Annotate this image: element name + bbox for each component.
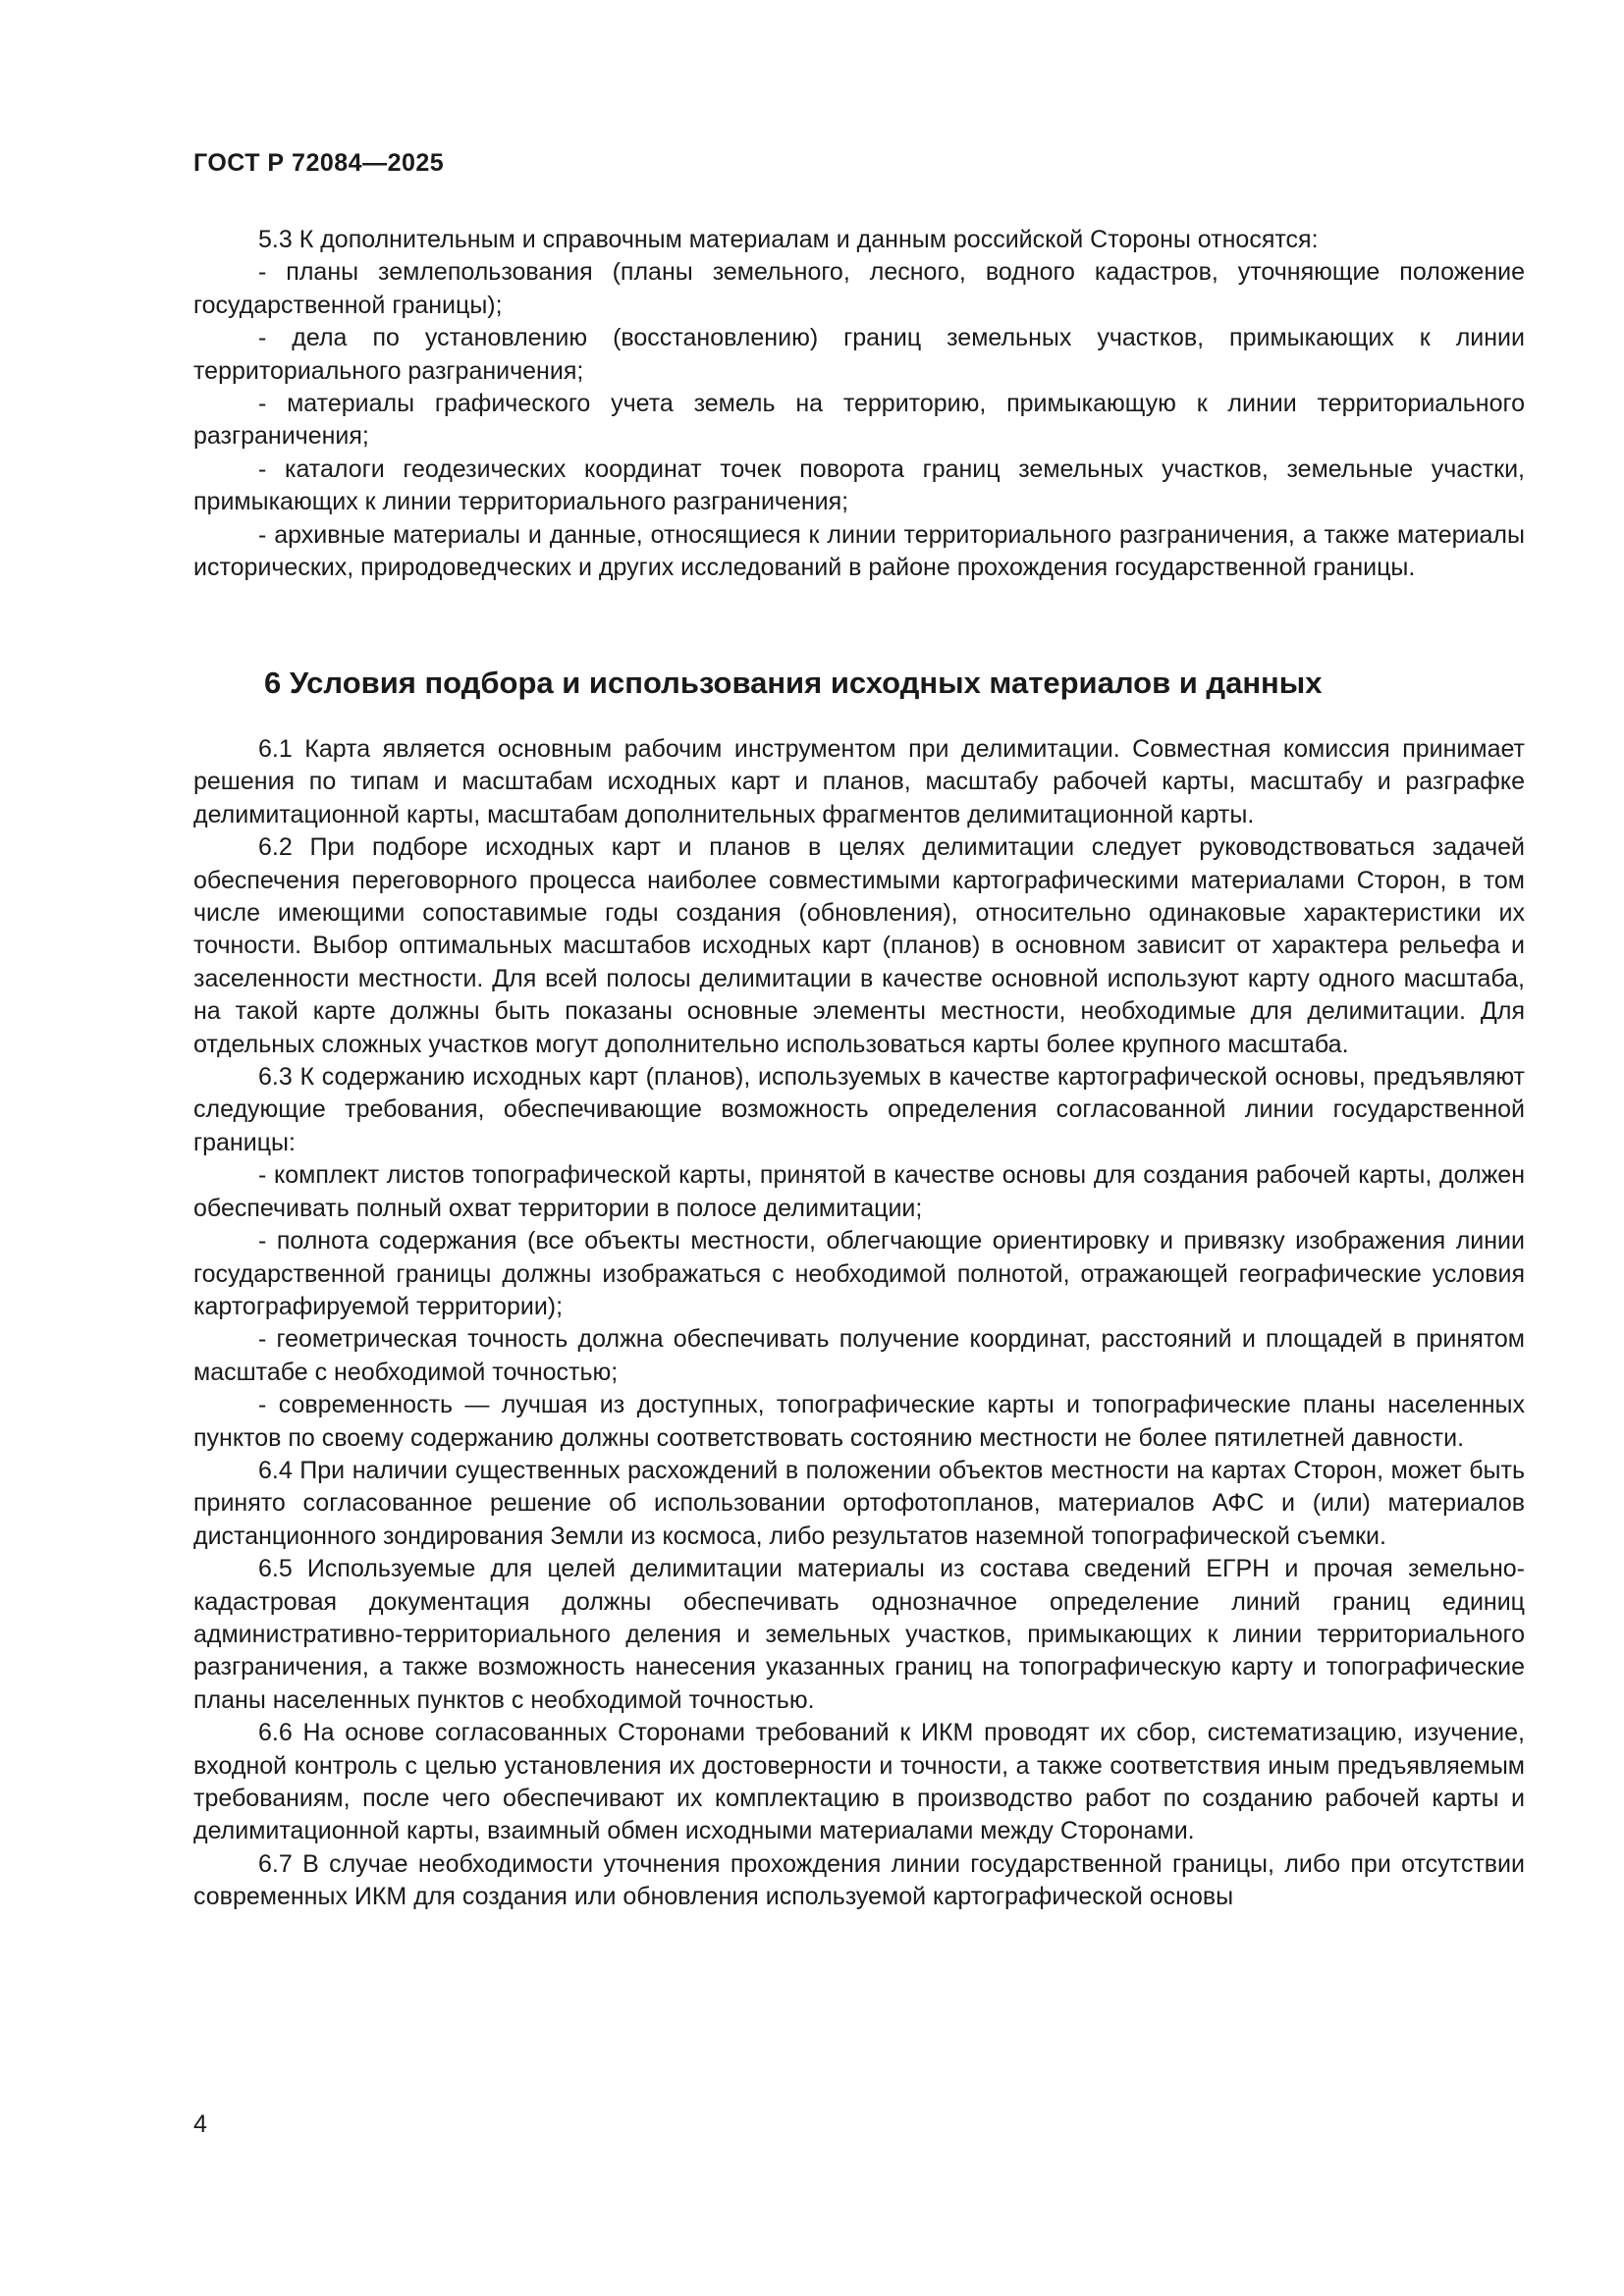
list-item-coordinate-catalogs: - каталоги геодезических координат точек поворота границ земельных участков, земельные участки, примыкающих к линии территориального разграничения; <box>193 454 1525 516</box>
section-6-body <box>193 733 1525 1914</box>
list-item-content-completeness: - полнота содержания (все объекты местности, облегчающие ориентировку и привязку изображения линии государственной границы должны изображаться с необходимой полнотой, отражающей географические условия картографируемой территории); <box>193 1227 1525 1320</box>
paragraph-6-4: 6.4 При наличии существенных расхождений в положении объектов местности на картах Сторон, может быть принято согласованное решение об использовании ортофотопланов, материалов АФС и (или) материалов дистанционного зондирования Земли из космоса, либо результатов наземной топографической съемки. <box>193 1456 1525 1550</box>
paragraph-6-1: 6.1 Карта является основным рабочим инструментом при делимитации. Совместная комиссия принимает решения по типам и масштабам исходных карт и планов, масштабу рабочей карты, масштабу и разграфке делимитационной карты, масштабам дополнительных фрагментов делимитационной карты. <box>193 735 1525 828</box>
list-item-graphic-land-records: - материалы графического учета земель на территорию, примыкающую к линии территориального разграничения; <box>193 390 1525 451</box>
list-item-archival-materials: - архивные материалы и данные, относящиеся к линии территориального разграничения, а также материалы исторических, природоведческих и других исследований в районе прохождения государственной границы. <box>193 520 1525 582</box>
list-item-currency: - современность — лучшая из доступных, топографические карты и топографические планы населенных пунктов по своему содержанию должны соответствовать состоянию местности не более пятилетней давности. <box>193 1391 1525 1452</box>
section-5-body <box>193 224 1525 584</box>
list-item-land-use-plans: - планы землепользования (планы земельного, лесного, водного кадастров, уточняющие положение государственной границы); <box>193 258 1525 319</box>
list-item-boundary-cases: - дела по установлению (восстановлению) границ земельных участков, примыкающих к линии территориального разграничения; <box>193 324 1525 385</box>
list-item-geometric-accuracy: - геометрическая точность должна обеспечивать получение координат, расстояний и площадей в принятом масштабе с необходимой точностью; <box>193 1325 1525 1386</box>
list-item-sheet-set: - комплект листов топографической карты, принятой в качестве основы для создания рабочей карты, должен обеспечивать полный охват территории в полосе делимитации; <box>193 1161 1525 1222</box>
section-6-heading: 6 Условия подбора и использования исходных материалов и данных <box>264 666 1323 700</box>
document-code-header: ГОСТ Р 72084—2025 <box>193 149 445 177</box>
page-number: 4 <box>193 2110 207 2138</box>
paragraph-5-3: 5.3 К дополнительным и справочным материалам и данным российской Стороны относятся: <box>258 226 1319 253</box>
paragraph-6-2: 6.2 При подборе исходных карт и планов в целях делимитации следует руководствоваться задачей обеспечения переговорного процесса наиболее совместимыми картографическими материалами Сторон, в том числе имеющими сопоставимые годы создания (обновления), относительно одинаковые характеристики их точности. Выбор оптимальных масштабов исходных карт (планов) в основном зависит от характера рельефа и заселенности местности. Для всей полосы делимитации в качестве основной используют карту одного масштаба, на такой карте должны быть показаны основные элементы местности, необходимые для делимитации. Для отдельных сложных участков могут дополнительно использоваться карты более крупного масштаба. <box>193 833 1525 1058</box>
paragraph-6-5: 6.5 Используемые для целей делимитации материалы из состава сведений ЕГРН и прочая земельно-кадастровая документация должны обеспечивать однозначное определение линий границ единиц административно-территориального деления и земельных участков, примыкающих к линии территориального разграничения, а также возможность нанесения указанных границ на топографическую карту и топографические планы населенных пунктов с необходимой точностью. <box>193 1555 1525 1714</box>
paragraph-6-6: 6.6 На основе согласованных Сторонами требований к ИКМ проводят их сбор, систематизацию, изучение, входной контроль с целью установления их достоверности и точности, а также соответствия иным предъявляемым требованиям, после чего обеспечивают их комплектацию в производство работ по созданию рабочей карты и делимитационной карты, взаимный обмен исходными материалами между Сторонами. <box>193 1719 1525 1845</box>
paragraph-6-7: 6.7 В случае необходимости уточнения прохождения линии государственной границы, либо при отсутствии современных ИКМ для создания или обновления используемой картографической основы <box>193 1849 1525 1911</box>
paragraph-6-3: 6.3 К содержанию исходных карт (планов), используемых в качестве картографической основы, предъявляют следующие требования, обеспечивающие возможность определения согласованной линии государственной границы: <box>193 1063 1525 1156</box>
